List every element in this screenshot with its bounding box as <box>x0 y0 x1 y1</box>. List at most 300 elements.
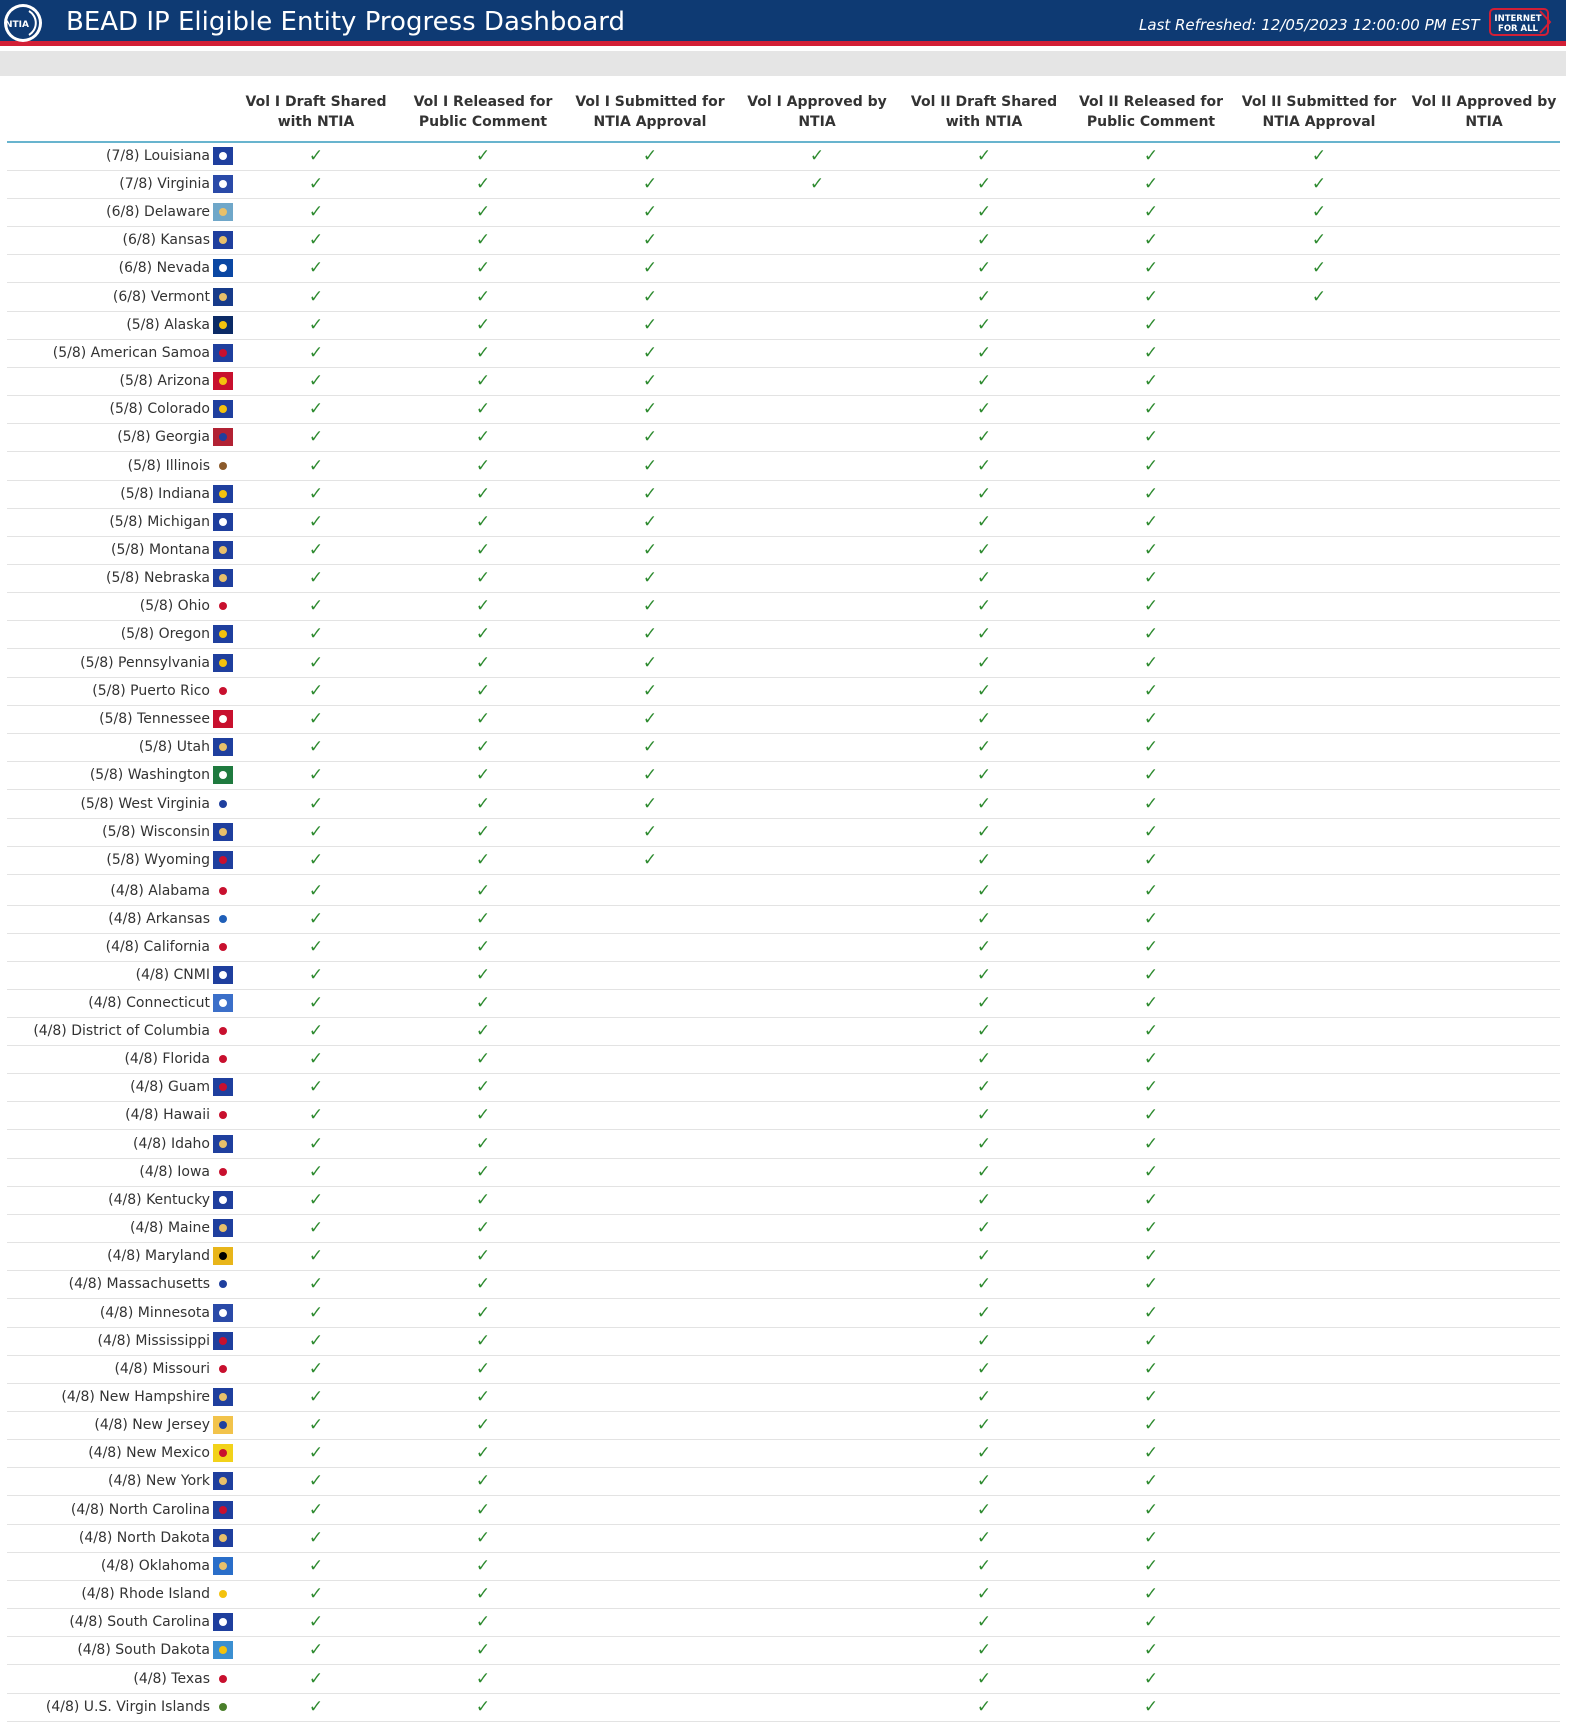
check-icon: ✓ <box>976 1640 992 1660</box>
check-icon: ✓ <box>976 1246 992 1266</box>
filter-band <box>0 51 1566 76</box>
state-label: (4/8) Hawaii <box>125 1107 210 1123</box>
check-icon: ✓ <box>308 512 324 532</box>
state-flag-icon <box>213 457 233 475</box>
check-icon: ✓ <box>976 371 992 391</box>
check-icon: ✓ <box>976 315 992 335</box>
table-row <box>7 312 1560 340</box>
check-icon: ✓ <box>1143 456 1159 476</box>
state-label: (4/8) District of Columbia <box>33 1023 210 1039</box>
check-icon: ✓ <box>1143 202 1159 222</box>
state-label: (4/8) North Dakota <box>78 1530 210 1546</box>
check-icon: ✓ <box>475 1162 491 1182</box>
check-icon: ✓ <box>308 540 324 560</box>
check-icon: ✓ <box>475 822 491 842</box>
check-icon: ✓ <box>1311 230 1327 250</box>
check-icon: ✓ <box>475 202 491 222</box>
check-icon: ✓ <box>308 850 324 870</box>
state-label: (4/8) New Mexico <box>88 1445 210 1461</box>
check-icon: ✓ <box>976 909 992 929</box>
check-icon: ✓ <box>308 371 324 391</box>
state-flag-icon <box>213 372 233 390</box>
state-label: (4/8) Idaho <box>133 1136 210 1152</box>
check-icon: ✓ <box>1143 653 1159 673</box>
check-icon: ✓ <box>1143 1443 1159 1463</box>
state-flag-icon <box>213 994 233 1012</box>
table-row <box>7 481 1560 509</box>
check-icon: ✓ <box>308 202 324 222</box>
state-flag-icon <box>213 1304 233 1322</box>
table-row <box>7 1300 1560 1328</box>
check-icon: ✓ <box>976 850 992 870</box>
check-icon: ✓ <box>475 909 491 929</box>
check-icon: ✓ <box>475 1331 491 1351</box>
check-icon: ✓ <box>308 596 324 616</box>
check-icon: ✓ <box>1143 596 1159 616</box>
check-icon: ✓ <box>1143 230 1159 250</box>
check-icon: ✓ <box>1143 1640 1159 1660</box>
state-flag-icon <box>213 738 233 756</box>
check-icon: ✓ <box>976 653 992 673</box>
state-flag-icon <box>213 513 233 531</box>
column-header: Vol I Submitted for NTIA Approval <box>575 94 725 130</box>
table-row <box>7 990 1560 1018</box>
check-icon: ✓ <box>1143 1669 1159 1689</box>
table-row <box>7 396 1560 424</box>
table-row <box>7 678 1560 706</box>
check-icon: ✓ <box>475 343 491 363</box>
check-icon: ✓ <box>976 993 992 1013</box>
check-icon: ✓ <box>308 1697 324 1717</box>
state-label: (4/8) Connecticut <box>88 995 210 1011</box>
table-row <box>7 621 1560 649</box>
check-icon: ✓ <box>475 1021 491 1041</box>
table-row <box>7 962 1560 990</box>
dashboard-header <box>0 0 1566 46</box>
check-icon: ✓ <box>475 1584 491 1604</box>
check-icon: ✓ <box>308 1021 324 1041</box>
table-row <box>7 1468 1560 1496</box>
check-icon: ✓ <box>475 1528 491 1548</box>
check-icon: ✓ <box>1143 794 1159 814</box>
check-icon: ✓ <box>1143 1303 1159 1323</box>
table-row <box>7 734 1560 762</box>
check-icon: ✓ <box>642 765 658 785</box>
check-icon: ✓ <box>642 427 658 447</box>
state-flag-icon <box>213 1557 233 1575</box>
check-icon: ✓ <box>642 596 658 616</box>
check-icon: ✓ <box>475 1612 491 1632</box>
check-icon: ✓ <box>642 794 658 814</box>
table-row <box>7 1412 1560 1440</box>
check-icon: ✓ <box>308 624 324 644</box>
check-icon: ✓ <box>475 1105 491 1125</box>
state-label: (4/8) Iowa <box>139 1164 210 1180</box>
check-icon: ✓ <box>809 146 825 166</box>
check-icon: ✓ <box>475 765 491 785</box>
state-flag-icon <box>213 1444 233 1462</box>
check-icon: ✓ <box>475 1500 491 1520</box>
state-label: (5/8) Montana <box>111 542 210 558</box>
check-icon: ✓ <box>1143 1584 1159 1604</box>
state-label: (5/8) Oregon <box>120 626 210 642</box>
check-icon: ✓ <box>1143 1162 1159 1182</box>
check-icon: ✓ <box>976 624 992 644</box>
table-row <box>7 1581 1560 1609</box>
table-row <box>7 934 1560 962</box>
check-icon: ✓ <box>308 427 324 447</box>
check-icon: ✓ <box>475 1049 491 1069</box>
state-flag-icon <box>213 966 233 984</box>
check-icon: ✓ <box>976 146 992 166</box>
state-label: (6/8) Delaware <box>106 204 210 220</box>
check-icon: ✓ <box>475 258 491 278</box>
state-flag-icon <box>213 1332 233 1350</box>
table-row <box>7 1356 1560 1384</box>
check-icon: ✓ <box>308 681 324 701</box>
table-row <box>7 1215 1560 1243</box>
table-row <box>7 819 1560 847</box>
table-row <box>7 509 1560 537</box>
check-icon: ✓ <box>1143 371 1159 391</box>
state-label: (5/8) Arizona <box>119 373 210 389</box>
state-flag-icon <box>213 1275 233 1293</box>
check-icon: ✓ <box>976 1162 992 1182</box>
check-icon: ✓ <box>976 1105 992 1125</box>
check-icon: ✓ <box>642 258 658 278</box>
check-icon: ✓ <box>475 174 491 194</box>
check-icon: ✓ <box>642 230 658 250</box>
internet-for-all-logo-icon <box>1488 7 1552 37</box>
check-icon: ✓ <box>308 1303 324 1323</box>
check-icon: ✓ <box>308 1471 324 1491</box>
check-icon: ✓ <box>1143 427 1159 447</box>
check-icon: ✓ <box>475 596 491 616</box>
table-row <box>7 1271 1560 1299</box>
check-icon: ✓ <box>308 937 324 957</box>
check-icon: ✓ <box>1143 624 1159 644</box>
check-icon: ✓ <box>308 287 324 307</box>
check-icon: ✓ <box>308 1669 324 1689</box>
check-icon: ✓ <box>976 174 992 194</box>
check-icon: ✓ <box>1143 1359 1159 1379</box>
state-label: (5/8) Tennessee <box>99 711 210 727</box>
check-icon: ✓ <box>976 737 992 757</box>
check-icon: ✓ <box>475 568 491 588</box>
state-flag-icon <box>213 710 233 728</box>
check-icon: ✓ <box>475 146 491 166</box>
check-icon: ✓ <box>1143 315 1159 335</box>
check-icon: ✓ <box>308 343 324 363</box>
state-label: (4/8) Maryland <box>107 1248 210 1264</box>
table-row <box>7 453 1560 481</box>
check-icon: ✓ <box>976 343 992 363</box>
table-row <box>7 1159 1560 1187</box>
check-icon: ✓ <box>308 1274 324 1294</box>
state-label: (5/8) Illinois <box>127 458 210 474</box>
check-icon: ✓ <box>475 399 491 419</box>
check-icon: ✓ <box>1143 1105 1159 1125</box>
check-icon: ✓ <box>475 653 491 673</box>
state-flag-icon <box>213 1388 233 1406</box>
state-label: (4/8) Mississippi <box>97 1333 210 1349</box>
check-icon: ✓ <box>1143 1049 1159 1069</box>
check-icon: ✓ <box>475 540 491 560</box>
state-flag-icon <box>213 654 233 672</box>
check-icon: ✓ <box>308 456 324 476</box>
check-icon: ✓ <box>308 1584 324 1604</box>
state-label: (5/8) Pennsylvania <box>80 655 210 671</box>
table-row <box>7 1525 1560 1553</box>
state-flag-icon <box>213 1501 233 1519</box>
check-icon: ✓ <box>976 1415 992 1435</box>
column-header: Vol II Draft Shared with NTIA <box>910 94 1058 130</box>
check-icon: ✓ <box>308 1640 324 1660</box>
state-label: (6/8) Kansas <box>122 232 210 248</box>
check-icon: ✓ <box>1311 202 1327 222</box>
check-icon: ✓ <box>475 1077 491 1097</box>
state-flag-icon <box>213 1247 233 1265</box>
check-icon: ✓ <box>976 822 992 842</box>
check-icon: ✓ <box>475 287 491 307</box>
state-label: (5/8) Indiana <box>120 486 210 502</box>
check-icon: ✓ <box>1143 568 1159 588</box>
state-label: (4/8) Texas <box>133 1671 210 1687</box>
state-label: (4/8) South Dakota <box>77 1642 210 1658</box>
check-icon: ✓ <box>475 993 491 1013</box>
check-icon: ✓ <box>1143 822 1159 842</box>
check-icon: ✓ <box>976 1584 992 1604</box>
check-icon: ✓ <box>308 1359 324 1379</box>
state-flag-icon <box>213 569 233 587</box>
state-label: (5/8) American Samoa <box>52 345 210 361</box>
check-icon: ✓ <box>1143 709 1159 729</box>
state-label: (5/8) Wyoming <box>106 852 210 868</box>
state-flag-icon <box>213 1670 233 1688</box>
check-icon: ✓ <box>642 287 658 307</box>
check-icon: ✓ <box>976 1134 992 1154</box>
table-row <box>7 1046 1560 1074</box>
check-icon: ✓ <box>642 146 658 166</box>
state-flag-icon <box>213 882 233 900</box>
table-row <box>7 906 1560 934</box>
table-row <box>7 171 1560 199</box>
check-icon: ✓ <box>308 1077 324 1097</box>
state-flag-icon <box>213 231 233 249</box>
state-flag-icon <box>213 1022 233 1040</box>
state-label: (4/8) U.S. Virgin Islands <box>45 1699 210 1715</box>
check-icon: ✓ <box>976 399 992 419</box>
check-icon: ✓ <box>976 1049 992 1069</box>
table-row <box>7 1102 1560 1130</box>
check-icon: ✓ <box>976 512 992 532</box>
check-icon: ✓ <box>475 937 491 957</box>
table-row <box>7 340 1560 368</box>
table-row <box>7 1694 1560 1722</box>
column-header: Vol II Released for Public Comment <box>1078 94 1223 130</box>
state-flag-icon <box>213 682 233 700</box>
check-icon: ✓ <box>976 596 992 616</box>
check-icon: ✓ <box>1143 1500 1159 1520</box>
check-icon: ✓ <box>976 1500 992 1520</box>
check-icon: ✓ <box>1143 1387 1159 1407</box>
check-icon: ✓ <box>1143 1021 1159 1041</box>
check-icon: ✓ <box>642 456 658 476</box>
state-label: (5/8) Wisconsin <box>102 824 210 840</box>
table-row <box>7 1328 1560 1356</box>
state-flag-icon <box>213 428 233 446</box>
check-icon: ✓ <box>308 174 324 194</box>
check-icon: ✓ <box>1143 1274 1159 1294</box>
check-icon: ✓ <box>475 230 491 250</box>
state-label: (4/8) South Carolina <box>69 1614 210 1630</box>
check-icon: ✓ <box>1143 1190 1159 1210</box>
state-flag-icon <box>213 1360 233 1378</box>
check-icon: ✓ <box>475 850 491 870</box>
table-row <box>7 227 1560 255</box>
check-icon: ✓ <box>976 1669 992 1689</box>
state-flag-icon <box>213 625 233 643</box>
table-row <box>7 1609 1560 1637</box>
state-flag-icon <box>213 597 233 615</box>
check-icon: ✓ <box>976 287 992 307</box>
check-icon: ✓ <box>1143 1556 1159 1576</box>
check-icon: ✓ <box>1143 399 1159 419</box>
check-icon: ✓ <box>1143 1471 1159 1491</box>
state-label: (4/8) North Carolina <box>70 1502 210 1518</box>
state-flag-icon <box>213 1698 233 1716</box>
check-icon: ✓ <box>475 794 491 814</box>
check-icon: ✓ <box>642 343 658 363</box>
state-label: (4/8) Minnesota <box>99 1305 210 1321</box>
state-label: (5/8) West Virginia <box>80 796 210 812</box>
check-icon: ✓ <box>976 484 992 504</box>
check-icon: ✓ <box>1311 287 1327 307</box>
check-icon: ✓ <box>1143 881 1159 901</box>
check-icon: ✓ <box>308 709 324 729</box>
state-flag-icon <box>213 485 233 503</box>
state-flag-icon <box>213 1050 233 1068</box>
state-label: (5/8) Nebraska <box>106 570 210 586</box>
column-header: Vol II Submitted for NTIA Approval <box>1241 94 1397 130</box>
check-icon: ✓ <box>1143 287 1159 307</box>
check-icon: ✓ <box>475 624 491 644</box>
check-icon: ✓ <box>976 1528 992 1548</box>
check-icon: ✓ <box>642 540 658 560</box>
check-icon: ✓ <box>308 258 324 278</box>
state-flag-icon <box>213 938 233 956</box>
check-icon: ✓ <box>475 1443 491 1463</box>
check-icon: ✓ <box>475 881 491 901</box>
check-icon: ✓ <box>642 315 658 335</box>
check-icon: ✓ <box>308 653 324 673</box>
state-flag-icon <box>213 1135 233 1153</box>
check-icon: ✓ <box>1143 1697 1159 1717</box>
state-label: (4/8) Guam <box>130 1079 210 1095</box>
check-icon: ✓ <box>1143 258 1159 278</box>
check-icon: ✓ <box>976 709 992 729</box>
state-label: (4/8) Oklahoma <box>100 1558 210 1574</box>
check-icon: ✓ <box>475 1471 491 1491</box>
check-icon: ✓ <box>642 653 658 673</box>
table-row <box>7 1637 1560 1665</box>
state-label: (4/8) Alabama <box>110 883 210 899</box>
state-label: (4/8) CNMI <box>135 967 210 983</box>
check-icon: ✓ <box>1143 1077 1159 1097</box>
state-label: (5/8) Ohio <box>139 598 210 614</box>
check-icon: ✓ <box>976 765 992 785</box>
check-icon: ✓ <box>308 965 324 985</box>
state-label: (6/8) Vermont <box>112 289 210 305</box>
check-icon: ✓ <box>308 1134 324 1154</box>
table-row <box>7 593 1560 621</box>
check-icon: ✓ <box>976 1218 992 1238</box>
check-icon: ✓ <box>475 1697 491 1717</box>
state-flag-icon <box>213 1163 233 1181</box>
state-label: (5/8) Washington <box>89 767 210 783</box>
check-icon: ✓ <box>976 1190 992 1210</box>
table-row <box>7 1440 1560 1468</box>
check-icon: ✓ <box>976 937 992 957</box>
check-icon: ✓ <box>976 965 992 985</box>
check-icon: ✓ <box>976 568 992 588</box>
check-icon: ✓ <box>308 1331 324 1351</box>
check-icon: ✓ <box>1143 965 1159 985</box>
check-icon: ✓ <box>1143 343 1159 363</box>
check-icon: ✓ <box>475 1556 491 1576</box>
check-icon: ✓ <box>642 709 658 729</box>
check-icon: ✓ <box>475 1415 491 1435</box>
table-row <box>7 143 1560 171</box>
check-icon: ✓ <box>1143 1331 1159 1351</box>
check-icon: ✓ <box>308 1415 324 1435</box>
check-icon: ✓ <box>642 174 658 194</box>
check-icon: ✓ <box>475 737 491 757</box>
column-header: Vol I Draft Shared with NTIA <box>245 94 387 130</box>
check-icon: ✓ <box>308 794 324 814</box>
check-icon: ✓ <box>976 1303 992 1323</box>
state-label: (7/8) Louisiana <box>105 148 210 164</box>
check-icon: ✓ <box>976 1387 992 1407</box>
check-icon: ✓ <box>475 427 491 447</box>
ifa-logo-line1: INTERNET <box>1494 14 1542 24</box>
check-icon: ✓ <box>976 456 992 476</box>
table-row <box>7 706 1560 734</box>
check-icon: ✓ <box>976 794 992 814</box>
table-row <box>7 1553 1560 1581</box>
state-label: (4/8) Florida <box>124 1051 210 1067</box>
table-row <box>7 1131 1560 1159</box>
table-row <box>7 1187 1560 1215</box>
table-row <box>7 1243 1560 1271</box>
check-icon: ✓ <box>308 568 324 588</box>
table-row <box>7 847 1560 875</box>
state-label: (4/8) Rhode Island <box>81 1586 210 1602</box>
check-icon: ✓ <box>642 681 658 701</box>
check-icon: ✓ <box>642 484 658 504</box>
check-icon: ✓ <box>1143 484 1159 504</box>
check-icon: ✓ <box>976 1556 992 1576</box>
state-label: (4/8) Maine <box>130 1220 210 1236</box>
check-icon: ✓ <box>475 1640 491 1660</box>
table-row <box>7 255 1560 283</box>
check-icon: ✓ <box>1311 174 1327 194</box>
check-icon: ✓ <box>1143 765 1159 785</box>
state-label: (4/8) Missouri <box>114 1361 210 1377</box>
check-icon: ✓ <box>308 1500 324 1520</box>
check-icon: ✓ <box>475 965 491 985</box>
state-label: (6/8) Nevada <box>118 260 210 276</box>
